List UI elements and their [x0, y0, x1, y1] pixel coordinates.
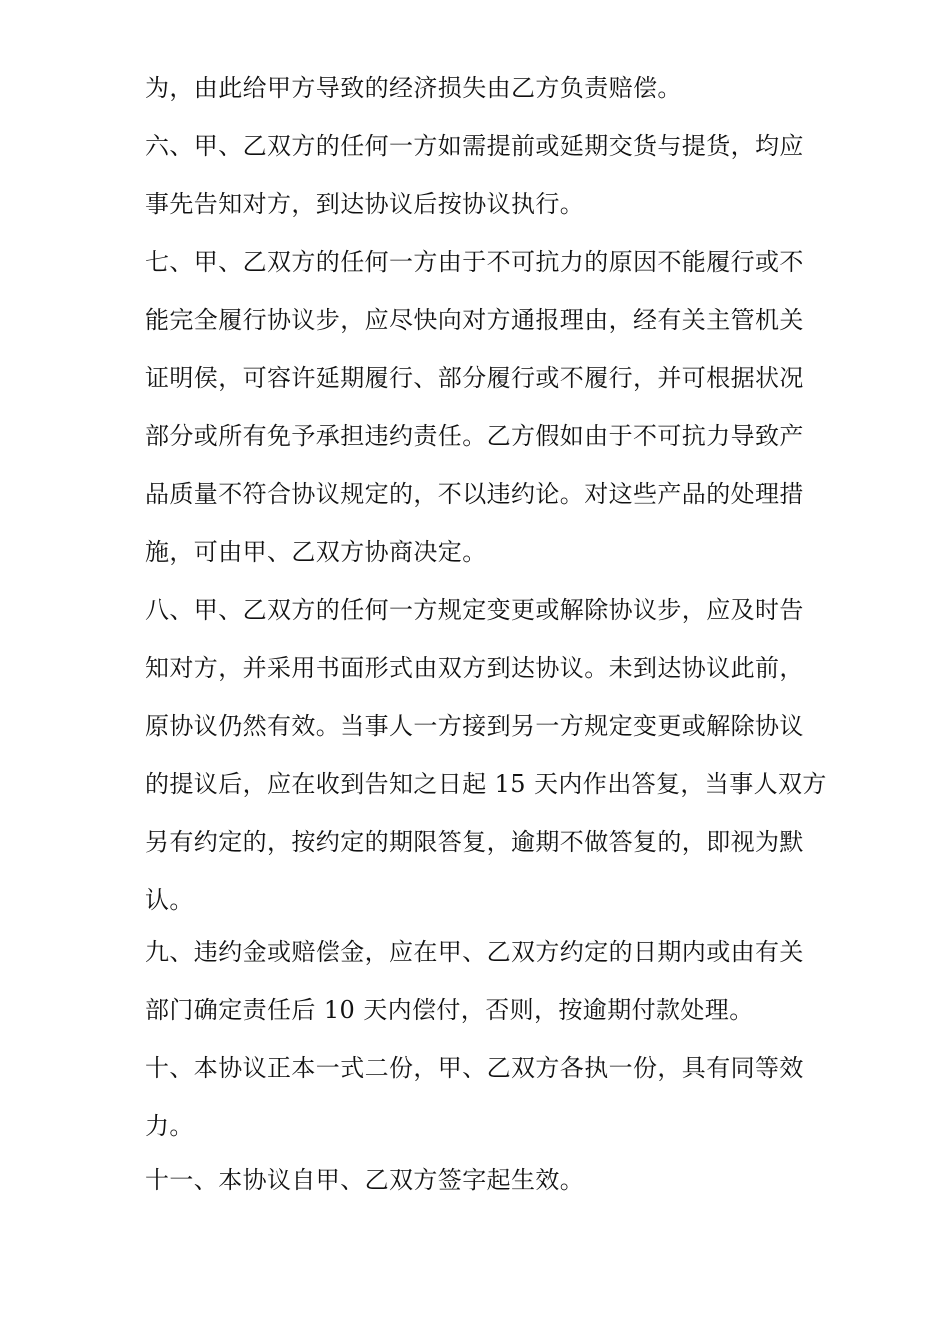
- text-line: 另有约定的，按约定的期限答复，逾期不做答复的，即视为默: [145, 828, 804, 856]
- text-line: 力。: [145, 1112, 194, 1140]
- text-line: 十一、本协议自甲、乙双方签字起生效。: [145, 1166, 585, 1194]
- text-line: 八、甲、乙双方的任何一方规定变更或解除协议步，应及时告: [145, 596, 804, 624]
- text-line: 七、甲、乙双方的任何一方由于不可抗力的原因不能履行或不: [145, 248, 804, 276]
- text-line: 为，由此给甲方导致的经济损失由乙方负责赔偿。: [145, 74, 682, 102]
- text-line: 能完全履行协议步，应尽快向对方通报理由，经有关主管机关: [145, 306, 804, 334]
- text-line: 的提议后，应在收到告知之日起 15 天内作出答复，当事人双方: [145, 770, 827, 798]
- text-line: 部分或所有免予承担违约责任。乙方假如由于不可抗力导致产: [145, 422, 804, 450]
- text-line: 事先告知对方，到达协议后按协议执行。: [145, 190, 585, 218]
- text-line: 品质量不符合协议规定的，不以违约论。对这些产品的处理措: [145, 480, 804, 508]
- text-line: 九、违约金或赔偿金，应在甲、乙双方约定的日期内或由有关: [145, 938, 804, 966]
- text-line: 认。: [145, 886, 194, 914]
- text-line: 原协议仍然有效。当事人一方接到另一方规定变更或解除协议: [145, 712, 804, 740]
- text-line: 知对方，并采用书面形式由双方到达协议。未到达协议此前，: [145, 654, 804, 682]
- text-line: 六、甲、乙双方的任何一方如需提前或延期交货与提货，均应: [145, 132, 804, 160]
- text-line: 十、本协议正本一式二份，甲、乙双方各执一份，具有同等效: [145, 1054, 804, 1082]
- text-line: 部门确定责任后 10 天内偿付，否则，按逾期付款处理。: [145, 996, 754, 1024]
- text-line: 证明侯，可容许延期履行、部分履行或不履行，并可根据状况: [145, 364, 804, 392]
- text-line: 施，可由甲、乙双方协商决定。: [145, 538, 487, 566]
